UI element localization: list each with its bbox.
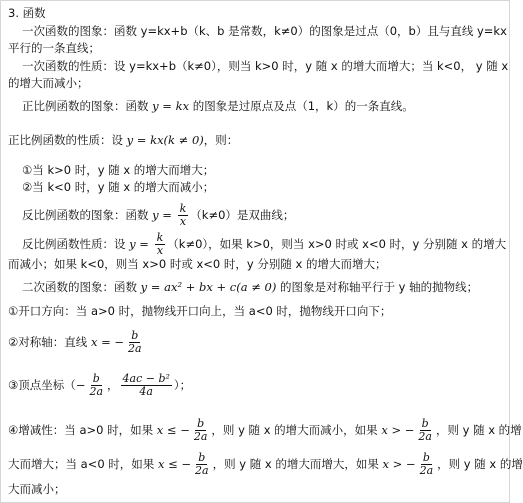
- quadratic-monotonicity-1: ④增减性：当 a>0 时，如果 x ≤ − $\frac{b}{2a}$ ，则 y 随 x 的增大而减小，如果 x > − $\frac{b}{2a}$ ，则 y 随 x 的增: [8, 417, 522, 443]
- quadratic-axis-of-symmetry: ②对称轴：直线 x = − $\frac{b}{2a}$: [8, 329, 142, 355]
- linear-property-text-2: 的增大而减小；: [8, 76, 89, 90]
- fraction-k-over-x: $\frac{k}{x}$: [179, 202, 187, 228]
- proportional-graph-text: 正比例函数的图象：函数 y = kx 的图象是过原点及点（1，k）的一条直线。: [22, 99, 414, 113]
- quadratic-monotonicity-3: 大而减小；: [8, 482, 66, 496]
- quadratic-graph-text: 二次函数的图象：函数 y = ax² + bx + c(a ≠ 0) 的图象是对称轴平行于 y 轴的抛物线；: [22, 280, 479, 294]
- quadratic-vertex: ③顶点坐标（− $\frac{b}{2a}$ ， $\frac{\text{4ac − b²}}{4a}$ ）；: [8, 372, 192, 398]
- inverse-property-text-1: 反比例函数性质：设 y = $\frac{k}{x}$ （k≠0），如果 k>0，则当 x>0 时或 x<0 时，y 分别随 x 的增大: [22, 231, 507, 257]
- fraction-b-over-2a: $\frac{b}{2a}$: [128, 329, 142, 355]
- fraction-b-over-2a: $\frac{b}{2a}$: [89, 372, 104, 398]
- proportional-property-2: ②当 k<0 时，y 随 x 的增大而减小；: [22, 180, 215, 194]
- inverse-graph-text: 反比例函数的图象：函数 y = $\frac{k}{x}$ （k≠0）是双曲线；: [22, 202, 295, 228]
- quadratic-opening-direction: ①开口方向：当 a>0 时，抛物线开口向上，当 a<0 时，抛物线开口向下；: [8, 304, 392, 318]
- fraction-b-over-2a: $\frac{b}{2a}$: [418, 417, 432, 443]
- fraction-b-over-2a: $\frac{b}{2a}$: [419, 451, 434, 477]
- proportional-property-1: ①当 k>0 时，y 随 x 的增大而增大；: [22, 163, 215, 177]
- fraction-b-over-2a: $\frac{b}{2a}$: [195, 451, 209, 477]
- fraction-b-over-2a: $\frac{b}{2a}$: [193, 417, 208, 443]
- section-heading: 3. 函数: [8, 6, 46, 20]
- proportional-property-heading: 正比例函数的性质：设 y = kx(k ≠ 0)，则：: [8, 133, 239, 147]
- linear-graph-text-2: 平行的一条直线；: [8, 41, 100, 55]
- linear-graph-text-1: 一次函数的图象：函数 y=kx+b（k、b 是常数，k≠0）的图象是过点（0，b）且与直线 y=kx: [22, 24, 507, 38]
- quadratic-monotonicity-2: 大而增大；当 a<0 时，如果 x ≤ − $\frac{b}{2a}$ ，则 y 随 x 的增大而增大，如果 x > − $\frac{b}{2a}$ ，则 y 随 x 的增: [8, 451, 523, 477]
- linear-property-text-1: 一次函数的性质：设 y=kx+b（k≠0），则当 k>0 时，y 随 x 的增大而增大；当 k<0， y 随 x: [22, 59, 509, 73]
- inverse-property-text-2: 而减小；如果 k<0，则当 x>0 时或 x<0 时，y 分别随 x 的增大而增大；: [8, 257, 387, 271]
- fraction-k-over-x: $\frac{k}{x}$: [156, 231, 164, 257]
- fraction-vertex-y: $\frac{\text{4ac − b²}}{4a}$: [122, 372, 170, 398]
